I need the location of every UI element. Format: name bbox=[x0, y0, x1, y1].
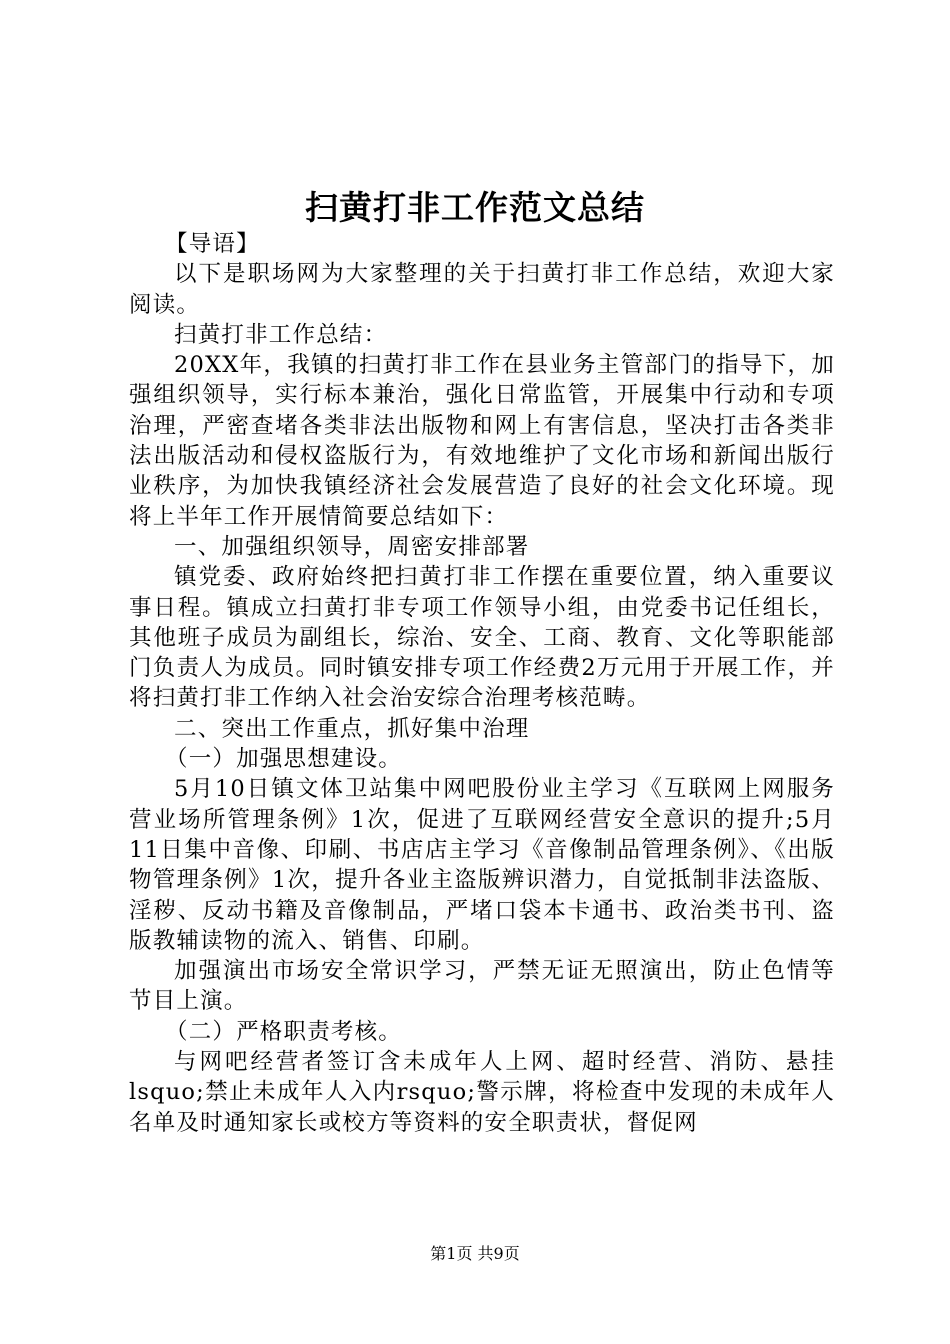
document-title: 扫黄打非工作范文总结 bbox=[305, 188, 645, 227]
paragraph-subsection-2: 与网吧经营者签订含未成年人上网、超时经营、消防、悬挂lsquo;禁止未成年人入内rsquo;警示牌，将检查中发现的未成年人名单及时通知家长或校方等资料的安全职责状，督促网 bbox=[129, 1049, 835, 1136]
subsection-heading-2: （二）严格职责考核。 bbox=[165, 1018, 403, 1045]
paragraph-performance: 加强演出市场安全常识学习，严禁无证无照演出，防止色情等节目上演。 bbox=[129, 958, 835, 1015]
paragraph-section-1: 镇党委、政府始终把扫黄打非工作摆在重要位置，纳入重要议事日程。镇成立扫黄打非专项工作领导小组，由党委书记任组长，其他班子成员为副组长，综治、安全、工商、教育、文化等职能部门负责人为成员。同时镇安排专项工作经费2万元用于开展工作，并将扫黄打非工作纳入社会治安综合治理考核范畴。 bbox=[129, 564, 835, 712]
section-heading-1: 一、加强组织领导，周密安排部署 bbox=[174, 533, 530, 560]
paragraph-summary-heading: 扫黄打非工作总结： bbox=[174, 321, 388, 348]
page-indicator: 第1页 共9页 bbox=[430, 1244, 520, 1263]
paragraph-intro: 以下是职场网为大家整理的关于扫黄打非工作总结，欢迎大家阅读。 bbox=[129, 261, 835, 318]
section-heading-2: 二、突出工作重点，抓好集中治理 bbox=[174, 715, 530, 742]
document-body bbox=[129, 229, 835, 1138]
subsection-heading-1: （一）加强思想建设。 bbox=[165, 746, 403, 773]
paragraph-subsection-1: 5月10日镇文体卫站集中网吧股份业主学习《互联网上网服务营业场所管理条例》1次，促进了互联网经营安全意识的提升;5月11日集中音像、印刷、书店店主学习《音像制品管理条例》、《出版物管理条例》1次，提升各业主盗版辨识潜力，自觉抵制非法盗版、淫秽、反动书籍及音像制品，严堵口袋本卡通书、政治类书刊、盗版教辅读物的流入、销售、印刷。 bbox=[129, 776, 835, 954]
intro-tag: 【导语】 bbox=[165, 231, 260, 257]
paragraph-overview: 20XX年，我镇的扫黄打非工作在县业务主管部门的指导下，加强组织领导，实行标本兼治，强化日常监管，开展集中行动和专项治理，严密查堵各类非法出版物和网上有害信息，坚决打击各类非法出版活动和侵权盗版行为，有效地维护了文化市场和新闻出版行业秩序，为加快我镇经济社会发展营造了良好的社会文化环境。现将上半年工作开展情简要总结如下： bbox=[129, 352, 835, 530]
